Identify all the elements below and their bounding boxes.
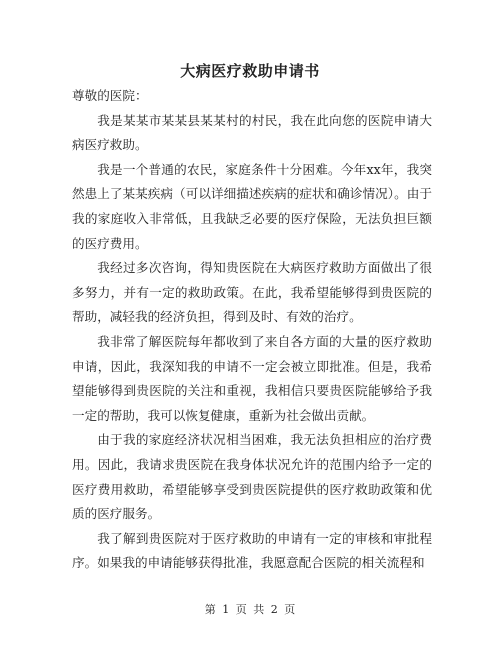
document-body — [72, 84, 432, 576]
document-title: 大病医疗救助申请书 — [180, 62, 320, 80]
page-footer: 第 1 页 共 2 页 — [204, 603, 296, 616]
paragraph-2: 我是一个普通的农民，家庭条件十分困难。今年xx年，我突然患上了某某疾病（可以详细描述疾病的症状和确诊情况）。由于我的家庭收入非常低，且我缺乏必要的医疗保险，无法负担巨额的医疗费用。 — [72, 161, 432, 251]
salutation: 尊敬的医院： — [72, 88, 148, 103]
paragraph-3: 我经过多次咨询，得知贵医院在大病医疗救助方面做出了很多努力，并有一定的救助政策。在此，我希望能够得到贵医院的帮助，减轻我的经济负担，得到及时、有效的治疗。 — [72, 260, 432, 325]
paragraph-5: 由于我的家庭经济状况相当困难，我无法负担相应的治疗费用。因此，我请求贵医院在我身体状况允许的范围内给予一定的医疗费用救助，希望能够享受到贵医院提供的医疗救助政策和优质的医疗服务。 — [72, 432, 432, 522]
paragraph-6: 我了解到贵医院对于医疗救助的申请有一定的审核和审批程序。如果我的申请能够获得批准，我愿意配合医院的相关流程和 — [72, 530, 432, 571]
paragraph-4: 我非常了解医院每年都收到了来自各方面的大量的医疗救助申请，因此，我深知我的申请不一定会被立即批准。但是，我希望能够得到贵医院的关注和重视，我相信只要贵医院能够给予我一定的帮助，我可以恢复健康，重新为社会做出贡献。 — [72, 333, 432, 423]
paragraph-1: 我是某某市某某县某某村的村民，我在此向您的医院申请大病医疗救助。 — [72, 112, 432, 153]
